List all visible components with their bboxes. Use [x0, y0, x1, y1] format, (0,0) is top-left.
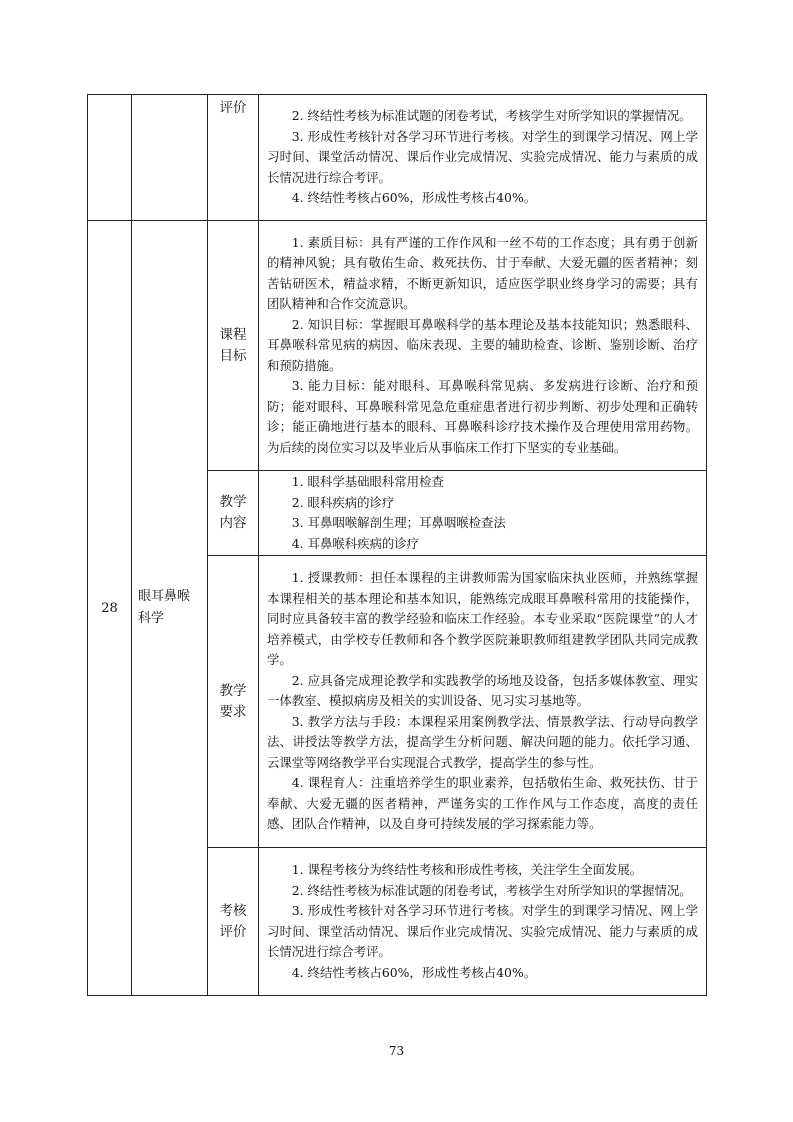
paragraph: 1. 授课教师：担任本课程的主讲教师需为国家临床执业医师，并熟练掌握本课程相关的基本理论和基本知识，能熟练完成眼耳鼻喉科常用的技能操作，同时应具备较丰富的教学经验和临床工作经验。本专业采取“医院课堂”的人才培养模式，由学校专任教师和各个教学医院兼职教师组建教学团队共同完成教学。 — [267, 570, 698, 668]
section-content — [259, 556, 707, 848]
paragraph: 3. 教学方法与手段：本课程采用案例教学法、情景教学法、行动导向教学法、讲授法等教学方法，提高学生分析问题、解决问题的能力。依托学习通、云课堂等网络教学平台实现混合式教学，提高学生的参与性。 — [267, 713, 698, 770]
paragraph: 3. 耳鼻咽喉解剖生理；耳鼻咽喉检查法 — [291, 515, 506, 530]
paragraph: 2. 终结性考核为标准试题的闭卷考试，考核学生对所学知识的掌握情况。 — [291, 882, 692, 898]
paragraph: 1. 眼科学基础眼科常用检查 — [291, 474, 444, 489]
section-content — [259, 848, 707, 996]
label-line: 教学 — [219, 494, 247, 510]
section-label: 评价 — [208, 95, 259, 221]
section-label — [208, 471, 259, 556]
prev-course-name-cell — [132, 95, 208, 221]
section-label — [208, 556, 259, 848]
section-content — [259, 471, 707, 556]
course-name: 眼耳鼻喉科学 — [132, 221, 208, 996]
label-line: 要求 — [219, 703, 247, 720]
paragraph: 3. 形成性考核针对各学习环节进行考核。对学生的到课学习情况、网上学习时间、课堂活动情况、课后作业完成情况、实验完成情况、能力与素质的成长情况进行综合考评。 — [267, 128, 698, 185]
paragraph: 3. 形成性考核针对各学习环节进行考核。对学生的到课学习情况、网上学习时间、课堂活动情况、课后作业完成情况、实验完成情况、能力与素质的成长情况进行综合考评。 — [267, 903, 698, 959]
paragraph: 4. 终结性考核占60%，形成性考核占40%。 — [291, 190, 537, 206]
paragraph: 4. 终结性考核占60%，形成性考核占40%。 — [291, 964, 537, 980]
label-line: 评价 — [219, 923, 247, 940]
section-label — [208, 221, 259, 471]
label-line: 课程 — [219, 326, 247, 343]
paragraph: 2. 终结性考核为标准试题的闭卷考试，考核学生对所学知识的掌握情况。 — [291, 108, 692, 124]
label-line: 教学 — [219, 682, 247, 699]
page-number: 73 — [388, 1044, 405, 1058]
section-content — [259, 95, 707, 221]
prev-course-number-cell — [88, 95, 132, 221]
paragraph: 3. 能力目标：能对眼科、耳鼻喉科常见病、多发病进行诊断、治疗和预防；能对眼科、耳鼻喉科常见急危重症患者进行初步判断、初步处理和正确转诊；能正确地进行基本的眼科、耳鼻喉科诊疗技术操作及合理使用常用药物。为后续的岗位实习以及毕业后从事临床工作打下坚实的专业基础。 — [267, 378, 698, 455]
paragraph: 2. 眼科疾病的诊疗 — [291, 494, 395, 510]
label-line: 目标 — [219, 347, 247, 364]
table-row — [88, 95, 707, 221]
course-table — [87, 94, 707, 996]
paragraph: 2. 应具备完成理论教学和实践教学的场地及设备，包括多媒体教室、理实一体教室、模拟病房及相关的实训设备、见习实习基地等。 — [267, 672, 698, 709]
paragraph: 1. 素质目标：具有严谨的工作作风和一丝不苟的工作态度；具有勇于创新的精神风貌；具有敬佑生命、救死扶伤、甘于奉献、大爱无疆的医者精神；刻苦钻研医术，精益求精，不断更新知识，适应医学职业终身学习的需要；具有团队精神和合作交流意识。 — [267, 234, 698, 312]
label-line: 考核 — [219, 902, 247, 919]
section-label — [208, 848, 259, 996]
paragraph: 1. 课程考核分为终结性考核和形成性考核，关注学生全面发展。 — [291, 862, 643, 877]
course-number: 28 — [88, 221, 132, 996]
paragraph: 4. 课程育人：注重培养学生的职业素养，包括敬佑生命、救死扶伤、甘于奉献、大爱无疆的医者精神，严谨务实的工作作风与工作态度，高度的责任感、团队合作精神，以及自身可持续发展的学习探索能力等。 — [267, 775, 698, 832]
label-line: 内容 — [219, 515, 247, 531]
table-row — [88, 221, 707, 471]
section-content — [259, 221, 707, 471]
paragraph: 2. 知识目标：掌握眼耳鼻喉科学的基本理论及基本技能知识；熟悉眼科、耳鼻喉科常见病的病因、临床表现、主要的辅助检查、诊断、鉴别诊断、治疗和预防措施。 — [267, 316, 698, 373]
paragraph: 4. 耳鼻喉科疾病的诊疗 — [291, 535, 420, 551]
